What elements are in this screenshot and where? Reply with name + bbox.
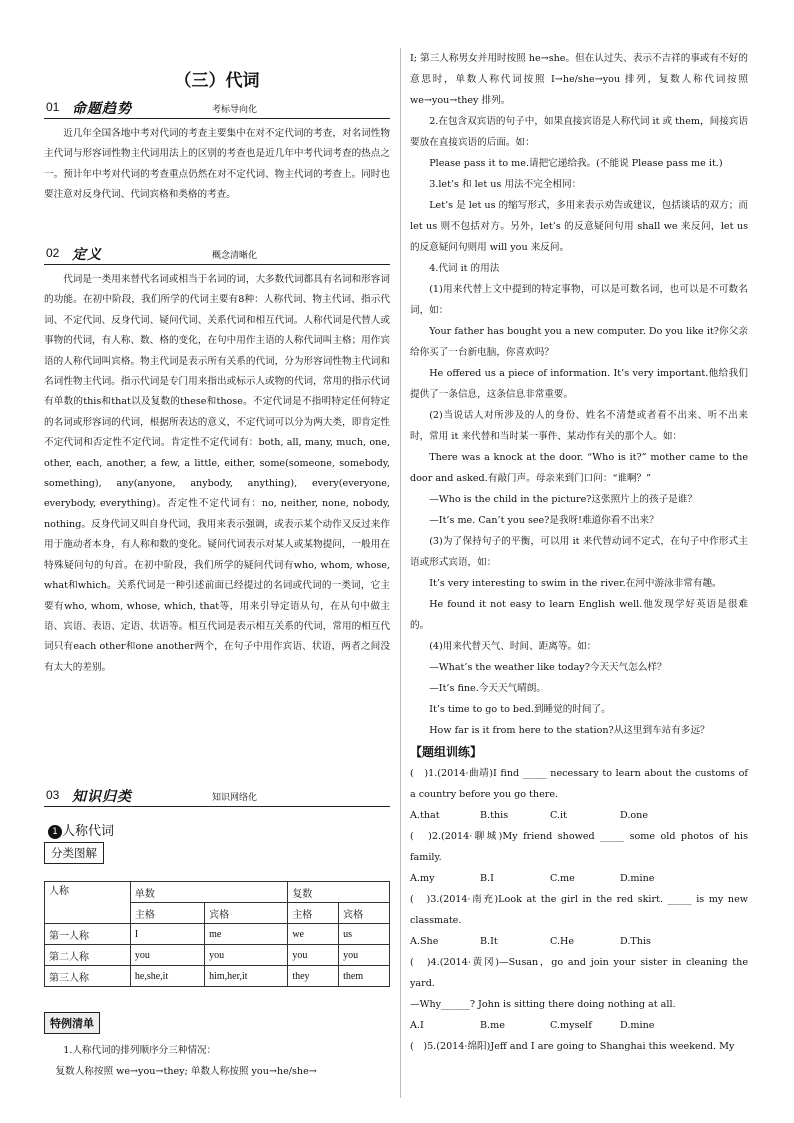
note-paragraph: I; 第三人称男女并用时按照 he→she。但在认过失、表示不吉祥的事或有不好的意思时，单数人称代词按照 I→he/she→you 排列，复数人称代词按照 we→you→they 排列。 [410, 53, 748, 106]
note-paragraph: 2.在包含双宾语的句子中，如果直接宾语是人称代词 it 或 them，间接宾语要放在直接宾语的后面。如： [410, 116, 748, 148]
section-name: 知识归类 [72, 789, 132, 805]
definition-paragraph: 代词是一类用来替代名词或相当于名词的词，大多数代词都具有名词和形容词的功能。在初中阶段，我们所学的代词主要有8种：人称代词、物主代词、指示代词、不定代词、反身代词、疑问代词、关系代词和相互代词。人称代词是代替人或事物的代词，有人称、数、格的变化，在句中用作主语的人称代词叫主格；用作宾语的人称代词叫宾格。物主代词是表示所有关系的代词，分为形容词性物主代词和名词性物主代词。指示代词是专门用来指出或标示人或物的代词，常用的指示代词有单数的this和that以及复数的these和those。不定代词是不指明特定任何特定的名词或形容词的代词，根据所表达的意义，不定代词可以分为两大类，即肯定性不定代词和否定性不定代词。肯定性不定代词有：both, all, many, much, one, other, each, another, a few, a little, either, some(someone, somebody, something), any(anyone, anybody, anything), every(everyone, everybody, everything)。否定性不定代词有：no, neither, none, nobody, nothing。反身代词又叫自身代词，我用来表示强调，或表示某个动作又反过来作用于施动者本身，有人称和数的变化。疑问代词表示对某人或某物提问，一般用在特殊疑问句的句首。在初中阶段，我们所学的疑问代词有who, whom, whose, what和which。关系代词是一种引述前面已经提过的名词或代词的一类词，它主要有who, whom, whose, which, that等，用来引导定语从句，在从句中做主语、宾语、表语、定语、状语等。相互代词是表示相互关系的代词，常用的相互代词只有each other和one another两个，在句子中用作宾语、状语，两者之间没有太大的差别。 [44, 274, 390, 673]
question-text: ( )3.(2014·南充)Look at the girl in the red skirt. _____ is my new classmate. [410, 894, 748, 926]
answer-option[interactable]: D.one [620, 810, 649, 821]
header-person: 人称 [45, 882, 131, 924]
note-paragraph: (4)用来代替天气、时间、距离等。如： [429, 641, 597, 652]
note-paragraph: —It’s me. Can’t you see?是我呀!难道你看不出来？ [429, 515, 659, 526]
table-cell: us [339, 924, 390, 945]
answer-option[interactable]: B.I [480, 873, 494, 884]
question-text: —Why______? John is sitting there doing nothing at all. [410, 999, 676, 1010]
table-row [45, 966, 390, 987]
answer-option[interactable]: C.He [550, 936, 575, 947]
section-name: 命题趋势 [72, 101, 132, 117]
answer-option[interactable]: D.mine [620, 1020, 655, 1031]
table-cell: you [130, 945, 204, 966]
note-paragraph: —It’s fine.今天天气晴朗。 [429, 683, 546, 694]
note-paragraph: 3.let’s 和 let us 用法不完全相同： [429, 179, 582, 190]
table-cell: you [205, 945, 288, 966]
question-text: ( )2.(2014·聊城)My friend showed _____ some old photos of his family. [410, 831, 748, 863]
header-case: 主格 [288, 903, 339, 924]
section-name: 定义 [72, 247, 102, 263]
option-row [410, 1015, 748, 1036]
note-paragraph: 4.代词 it 的用法 [429, 263, 500, 274]
question-text: ( )5.(2014·绵阳)Jeff and I are going to Shanghai this weekend. My [410, 1041, 735, 1052]
answer-option[interactable]: D.mine [620, 873, 655, 884]
table-row [45, 924, 390, 945]
right-column [410, 48, 748, 1057]
special-cases-text [44, 1040, 390, 1082]
header-case: 主格 [130, 903, 204, 924]
table-cell: them [339, 966, 390, 987]
note-paragraph: Let’s 是 let us 的缩写形式，多用来表示劝告或建议，包括谈话的双方；而 let us 则不包括对方。另外，let’s 的反意疑问句用 shall we 来反问，let us 的反意疑问句则用 will you 来反问。 [410, 200, 748, 253]
section-heading-trend [44, 98, 390, 119]
answer-option[interactable]: A.that [410, 810, 440, 821]
note-paragraph: (1)用来代替上文中提到的特定事物，可以是可数名词，也可以是不可数名词，如： [410, 284, 748, 316]
section-number: 03 [46, 788, 60, 802]
header-case: 宾格 [339, 903, 390, 924]
section-subtitle: 知识网络化 [212, 793, 258, 803]
section-heading-knowledge [44, 786, 390, 807]
note-paragraph: How far is it from here to the station?从这里到车站有多远？ [429, 725, 710, 736]
question-text: ( )4.(2014·黄冈)—Susan，go and join your sister in cleaning the yard. [410, 957, 748, 989]
note-paragraph: He offered us a piece of information. It’s very important.他给我们提供了一条信息，这条信息非常重要。 [410, 368, 748, 400]
note-paragraph: —What’s the weather like today?今天天气怎么样？ [429, 662, 667, 673]
header-case: 宾格 [205, 903, 288, 924]
section-subtitle: 考标导向化 [212, 105, 258, 115]
special-line: 复数人称按照 we→you→they; 单数人称按照 you→he/she→ [55, 1066, 317, 1077]
answer-option[interactable]: A.my [410, 873, 435, 884]
page-title: （三）代词 [174, 71, 260, 91]
section-number: 02 [46, 246, 60, 260]
answer-option[interactable]: A.She [410, 936, 439, 947]
note-paragraph: Your father has bought you a new computer. Do you like it?你父亲给你买了一台新电脑，你喜欢吗？ [410, 326, 748, 358]
table-cell: 第一人称 [45, 924, 131, 945]
answer-option[interactable]: C.it [550, 810, 567, 821]
table-cell: you [339, 945, 390, 966]
subheading-personal-pronouns [48, 820, 114, 839]
answer-option[interactable]: B.this [480, 810, 509, 821]
table-cell: you [288, 945, 339, 966]
answer-option[interactable]: C.myself [550, 1020, 592, 1031]
exercise-heading: 【题组训练】 [410, 745, 483, 759]
note-paragraph: (2)当说话人对所涉及的人的身份、姓名不清楚或者看不出来、听不出来时，常用 it 来代替和当时某一事件、某动作有关的那个人。如： [410, 410, 748, 442]
section-heading-definition [44, 244, 390, 265]
section-subtitle: 概念清晰化 [212, 251, 258, 261]
table-cell: we [288, 924, 339, 945]
header-plural: 复数 [288, 882, 390, 903]
question-text: ( )1.(2014·曲靖)I find _____ necessary to learn about the customs of a country before you go there. [410, 768, 748, 800]
table-cell: they [288, 966, 339, 987]
option-row [410, 931, 748, 952]
table-row [45, 945, 390, 966]
trend-paragraph: 近几年全国各地中考对代词的考查主要集中在对不定代词的考查，对名词性物主代词与形容词性物主代词用法上的区别的考查也是近几年中考代词考查的热点之一。预计年中考对代词的考查重点仍然在对不定代词、物主代词的考查上。同时也要注意对反身代词、代词宾格和类格的考查。 [44, 128, 390, 201]
column-divider [400, 48, 401, 1098]
option-row [410, 805, 748, 826]
answer-option[interactable]: B.It [480, 936, 498, 947]
number-badge: 1 [48, 825, 62, 839]
note-paragraph: He found it not easy to learn English well.他发现学好英语是很难的。 [410, 599, 748, 631]
subheading-label: 人称代词 [62, 824, 115, 839]
table-cell: him,her,it [205, 966, 288, 987]
table-cell: 第三人称 [45, 966, 131, 987]
note-paragraph: It’s very interesting to swim in the river.在河中游泳非常有趣。 [429, 578, 722, 589]
special-cases-label: 特例清单 [44, 1012, 100, 1034]
table-cell: 第二人称 [45, 945, 131, 966]
note-paragraph: Please pass it to me.请把它递给我。(不能说 Please pass me it.) [429, 158, 723, 169]
answer-option[interactable]: C.me [550, 873, 575, 884]
table-cell: I [130, 924, 204, 945]
option-row [410, 868, 748, 889]
table-cell: me [205, 924, 288, 945]
header-singular: 单数 [130, 882, 287, 903]
note-paragraph: —Who is the child in the picture?这张照片上的孩子是谁？ [429, 494, 697, 505]
special-line: 1.人称代词的排列顺序分三种情况： [63, 1045, 217, 1056]
answer-option[interactable]: B.me [480, 1020, 505, 1031]
diagram-label: 分类图解 [44, 842, 104, 864]
table-cell: he,she,it [130, 966, 204, 987]
note-paragraph: It’s time to go to bed.到睡觉的时间了。 [429, 704, 611, 715]
section-number: 01 [46, 100, 60, 114]
note-paragraph: (3)为了保持句子的平衡，可以用 it 来代替动词不定式，在句子中作形式主语或形式宾语，如： [410, 536, 748, 568]
answer-option[interactable]: A.I [410, 1020, 424, 1031]
right-notes [410, 48, 748, 741]
pronoun-table [44, 881, 390, 987]
note-paragraph: There was a knock at the door. “Who is it?” mother came to the door and asked.有敲门声。母亲来到门口问：“谁啊？” [410, 452, 748, 484]
exercise-list [410, 763, 748, 1057]
answer-option[interactable]: D.This [620, 936, 651, 947]
